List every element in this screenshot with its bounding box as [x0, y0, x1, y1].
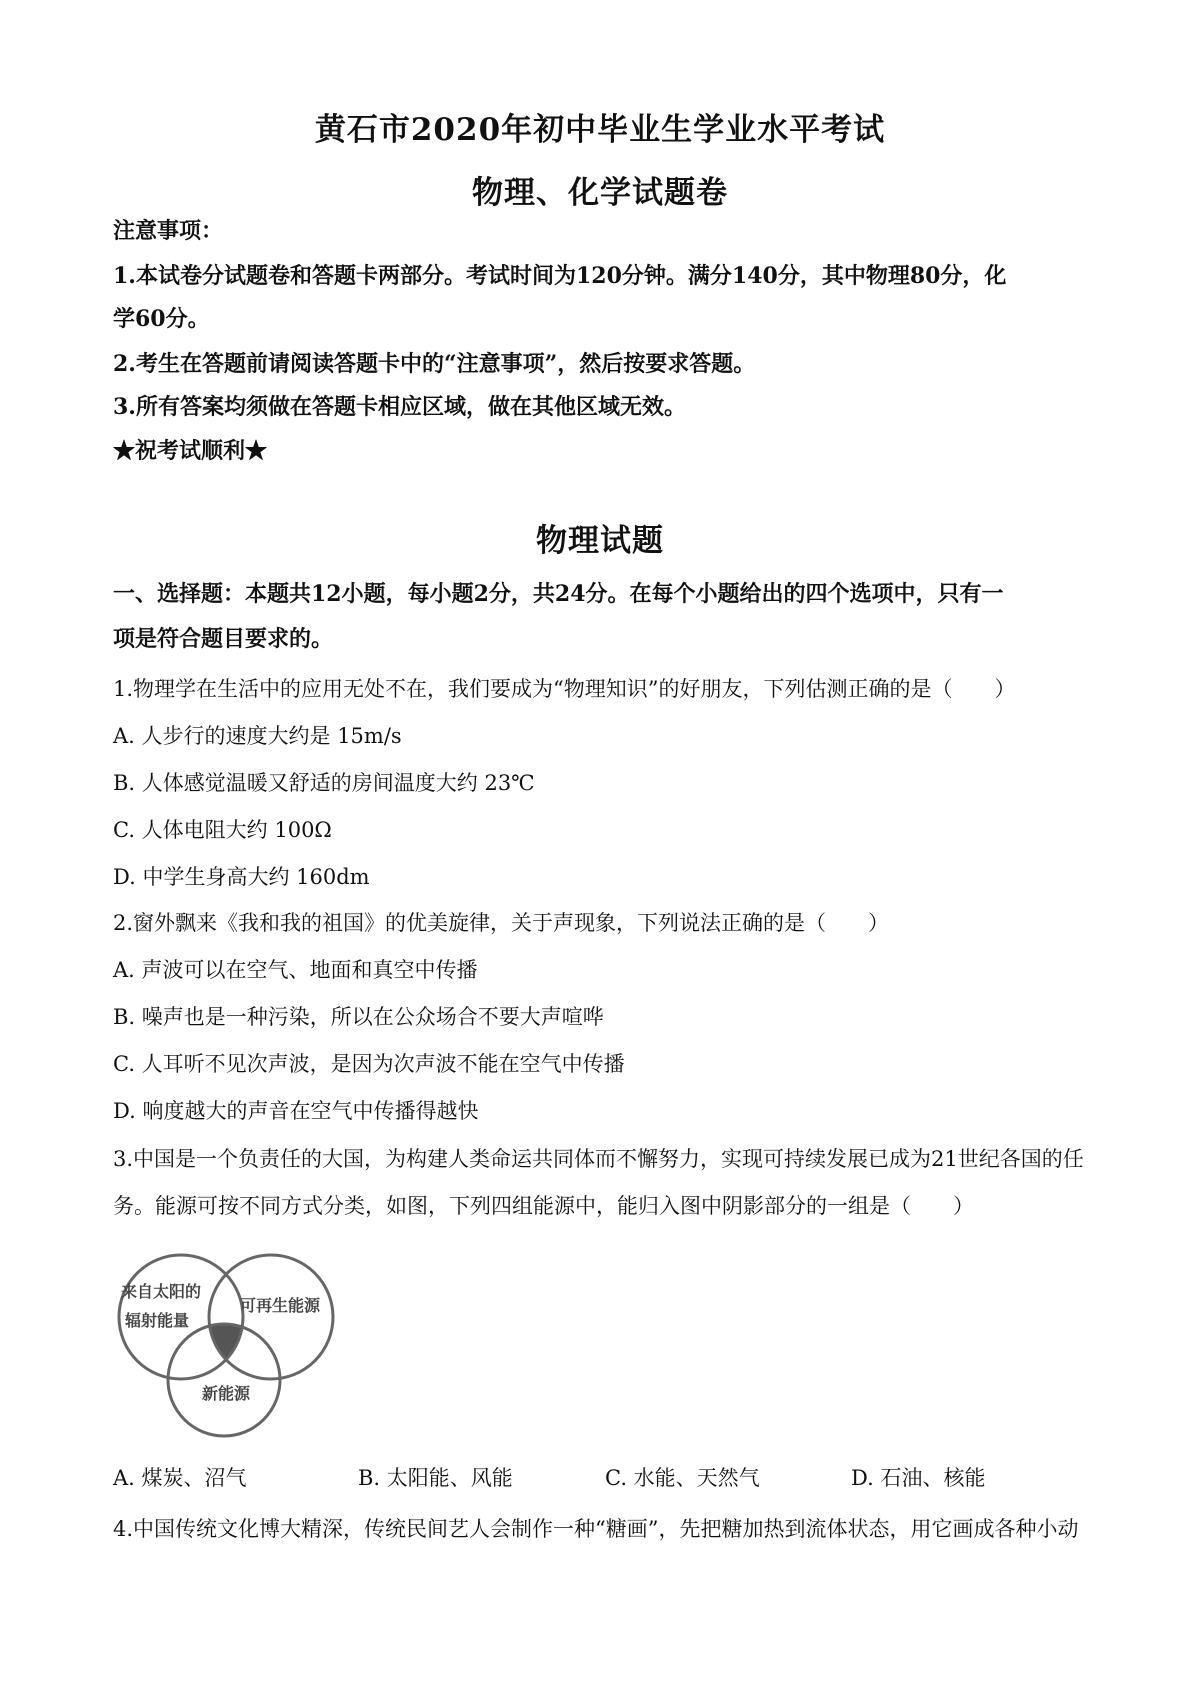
q2-option-c: C. 人耳听不见次声波，是因为次声波不能在空气中传播 — [113, 1052, 625, 1076]
section-instruction-line-2: 项是符合题目要求的。 — [113, 626, 334, 652]
q1-option-c: C. 人体电阻大约 100Ω — [113, 818, 332, 842]
circle-label-new-energy: 新能源 — [201, 1384, 251, 1403]
q3-options — [113, 1462, 1103, 1492]
q3-option-c: C. 水能、天然气 — [605, 1466, 760, 1490]
exam-subtitle: 物理、化学试题卷 — [472, 175, 728, 211]
notice-item-1-line-2: 学60分。 — [113, 306, 210, 332]
q2-option-b: B. 噪声也是一种污染，所以在公众场合不要大声喧哗 — [113, 1005, 604, 1029]
q3-option-b: B. 太阳能、风能 — [358, 1466, 513, 1490]
q4-stem-line-1: 4.中国传统文化博大精深，传统民间艺人会制作一种“糖画”，先把糖加热到流体状态，用它画成各种小动 — [113, 1517, 1079, 1541]
notice-item-2: 2.考生在答题前请阅读答题卡中的“注意事项”，然后按要求答题。 — [113, 351, 756, 377]
q2-option-d: D. 响度越大的声音在空气中传播得越快 — [113, 1099, 479, 1123]
section-instruction-line-1: 一、选择题：本题共12小题，每小题2分，共24分。在每个小题给出的四个选项中，只有一 — [113, 581, 1004, 607]
venn-svg — [113, 1244, 338, 1444]
section-title: 物理试题 — [536, 523, 664, 559]
notice-wish: ★祝考试顺利★ — [113, 438, 268, 464]
circle-label-solar-2: 辐射能量 — [124, 1311, 190, 1330]
renewable-energy-circle — [209, 1255, 333, 1379]
q1-option-d: D. 中学生身高大约 160dm — [113, 865, 370, 889]
notice-heading: 注意事项： — [113, 218, 224, 244]
q3-stem-line-2: 务。能源可按不同方式分类，如图，下列四组能源中，能归入图中阴影部分的一组是（ ） — [113, 1194, 974, 1218]
q3-option-d: D. 石油、核能 — [851, 1466, 986, 1490]
notice-item-1-line-1: 1.本试卷分试题卷和答题卡两部分。考试时间为120分钟。满分140分，其中物理80分，化 — [113, 263, 1007, 289]
notice-item-3: 3.所有答案均须做在答题卡相应区域，做在其他区域无效。 — [113, 394, 686, 420]
q3-option-a: A. 煤炭、沼气 — [113, 1466, 247, 1490]
venn-diagram — [113, 1244, 338, 1444]
circle-label-solar-1: 来自太阳的 — [120, 1282, 202, 1301]
q3-stem-line-1: 3.中国是一个负责任的大国，为构建人类命运共同体而不懈努力，实现可持续发展已成为21世纪各国的任 — [113, 1147, 1084, 1171]
q2-option-a: A. 声波可以在空气、地面和真空中传播 — [113, 958, 478, 982]
q2-stem: 2.窗外飘来《我和我的祖国》的优美旋律，关于声现象，下列说法正确的是（ ） — [113, 911, 890, 935]
exam-title: 黄石市2020年初中毕业生学业水平考试 — [314, 112, 886, 148]
circle-label-renewable: 可再生能源 — [239, 1296, 321, 1315]
q1-stem: 1.物理学在生活中的应用无处不在，我们要成为“物理知识”的好朋友，下列估测正确的是（ ） — [113, 677, 1016, 701]
q1-option-a: A. 人步行的速度大约是 15m/s — [113, 724, 402, 748]
q1-option-b: B. 人体感觉温暖又舒适的房间温度大约 23℃ — [113, 771, 535, 795]
